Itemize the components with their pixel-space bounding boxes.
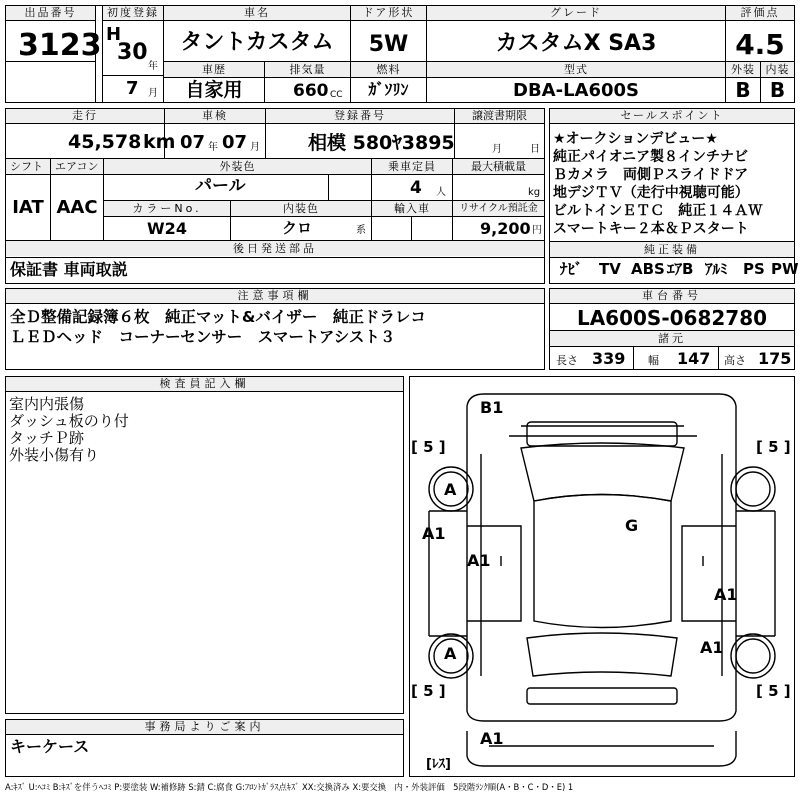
- sales-points-label: セールスポイント: [550, 109, 794, 124]
- color-number-value: W24: [147, 219, 187, 238]
- aircon-label: エアコン: [51, 159, 103, 174]
- inspector-line: 室内内張傷: [9, 395, 85, 413]
- right-rear-door-mark: A1: [714, 585, 738, 604]
- interior-color-label: 内装色: [231, 201, 371, 216]
- lot-number-label: 出品番号: [6, 6, 95, 21]
- fuel-value: ｶﾞｿﾘﾝ: [368, 80, 409, 99]
- inspector-line: タッチＰ跡: [9, 429, 85, 447]
- right-quarter-mark: A1: [700, 638, 724, 657]
- recycle-fee-unit: 円: [532, 225, 542, 236]
- model-value: DBA-LA600S: [513, 80, 639, 101]
- color-number-label: カラーNo.: [104, 201, 230, 216]
- length-value: 339: [592, 349, 626, 368]
- exterior-color-label: 外装色: [104, 159, 371, 174]
- shift-label: シフト: [6, 159, 50, 174]
- tread-front-left: [ 5 ]: [411, 438, 446, 456]
- exterior-label: 外装: [726, 62, 760, 77]
- registration-label: 登録番号: [266, 109, 454, 124]
- office-label: 事務局よりご案内: [6, 720, 403, 735]
- aircon-value: AAC: [56, 197, 98, 218]
- chassis-label: 車台番号: [550, 289, 794, 304]
- later-parts-value: 保証書 車両取説: [10, 260, 128, 279]
- inspector-line: ダッシュ板のり付: [9, 412, 129, 430]
- chassis-number: LA600S-0682780: [576, 306, 768, 330]
- equip-abs: ABS: [631, 260, 665, 278]
- equip-ps: PS: [743, 260, 765, 278]
- door-type-label: ドア形状: [351, 6, 426, 21]
- inspection-month-unit: 月: [250, 142, 260, 153]
- tread-rear-right: [ 5 ]: [756, 682, 791, 700]
- score-value: 4.5: [735, 28, 785, 61]
- max-load-label: 最大積載量: [453, 159, 544, 174]
- recycle-fee-label: リサイクル預託金: [453, 201, 544, 216]
- height-label: 高さ: [724, 354, 746, 367]
- standard-equipment-label: 純正装備: [550, 242, 794, 257]
- rear-bumper-mark: A1: [480, 729, 504, 748]
- sales-point-line: 地デジＴＶ（走行中視聴可能）: [553, 185, 749, 201]
- reg-year-unit: 年: [148, 61, 158, 72]
- grade-value: カスタムX SA3: [495, 31, 657, 56]
- car-name: タントカスタム: [180, 30, 334, 55]
- caution-line: 全Ｄ整備記録簿６枚 純正マット&バイザー 純正ドラレコ: [10, 308, 426, 326]
- tread-front-right: [ 5 ]: [756, 438, 791, 456]
- capacity-label: 乗車定員: [372, 159, 452, 174]
- equip-tv: TV: [599, 260, 621, 278]
- score-label: 評価点: [726, 6, 794, 21]
- equip-pw: PW: [771, 260, 799, 278]
- caution-label: 注意事項欄: [6, 289, 544, 304]
- interior-grade: B: [769, 78, 786, 102]
- reg-month: 7: [126, 78, 139, 99]
- inspection-year-unit: 年: [208, 142, 218, 153]
- reg-month-unit: 月: [148, 88, 158, 99]
- mileage-unit: km: [143, 131, 176, 153]
- front-bumper-mark: B1: [480, 398, 504, 417]
- transfer-deadline-label: 譲渡書期限: [455, 109, 544, 124]
- reg-year: 30: [117, 40, 148, 65]
- displacement-unit: CC: [330, 90, 343, 100]
- import-label: 輸入車: [372, 201, 452, 216]
- sales-point-line: ビルトインＥＴＣ 純正１４ＡＷ: [553, 203, 763, 219]
- transfer-day: 日: [530, 144, 540, 155]
- exterior-color-value: パール: [195, 176, 246, 196]
- caution-line: ＬＥＤヘッド コーナーセンサー スマートアシスト３: [10, 328, 396, 346]
- interior-color-unit: 系: [356, 225, 366, 236]
- sales-point-line: ★オークションデビュー★: [553, 131, 718, 147]
- inspector-label: 検査員記入欄: [6, 377, 403, 392]
- mileage-value: 45,578: [68, 131, 142, 153]
- diagram-bottom-label: [ﾚｽ]: [426, 757, 451, 772]
- inspection-year: 07: [180, 132, 206, 153]
- max-load-unit: kg: [528, 187, 541, 198]
- height-value: 175: [758, 349, 792, 368]
- first-registration-label: 初度登録: [103, 6, 163, 21]
- car-body-diagram: [409, 376, 795, 777]
- sales-point-line: Ｂカメラ 両側Ｐスライドドア: [553, 167, 749, 183]
- model-label: 型式: [427, 62, 725, 77]
- door-type: 5W: [368, 32, 409, 57]
- roof-mark: G: [625, 516, 639, 535]
- office-note: キーケース: [10, 737, 90, 756]
- registration-number: 相模 580ﾔ3895: [308, 132, 455, 154]
- displacement-label: 排気量: [265, 62, 350, 77]
- interior-label: 内装: [761, 62, 794, 77]
- later-parts-label: 後日発送部品: [6, 241, 544, 256]
- equip-alloy: ｱﾙﾐ: [705, 260, 728, 278]
- wheel-rear-left-mark: A: [444, 644, 457, 663]
- inspection-month: 07: [222, 132, 248, 153]
- dimensions-label: 諸元: [550, 331, 794, 346]
- equip-navi: ﾅﾋﾞ: [560, 260, 583, 278]
- mileage-label: 走行: [6, 109, 164, 124]
- history-label: 車歴: [164, 62, 264, 77]
- tread-rear-left: [ 5 ]: [411, 682, 446, 700]
- damage-legend: A:ｷｽﾞ U:ﾍｺﾐ B:ｷｽﾞを伴うﾍｺﾐ P:要塗装 W:補修跡 S:錆 C:腐食 G:ﾌﾛﾝﾄｶﾞﾗｽ点ｷｽﾞ XX:交換済み X:要交換 内・外装評価 5段階ﾗﾝｸ順(A・B・C・D・E) 1: [5, 782, 574, 792]
- inspector-line: 外装小傷有り: [9, 446, 100, 464]
- era: H: [106, 24, 122, 45]
- sales-point-line: スマートキー２本＆Ｐスタート: [553, 221, 749, 237]
- left-fender-mark: A1: [422, 524, 446, 543]
- fuel-label: 燃料: [351, 62, 426, 77]
- capacity-value: 4: [410, 178, 422, 198]
- car-name-label: 車名: [164, 6, 350, 21]
- inspection-label: 車検: [165, 109, 265, 124]
- width-label: 幅: [648, 354, 659, 367]
- capacity-unit: 人: [436, 187, 446, 198]
- length-label: 長さ: [556, 354, 578, 367]
- displacement-value: 660: [293, 81, 329, 101]
- exterior-grade: B: [735, 78, 751, 102]
- history-value: 自家用: [185, 79, 243, 101]
- sales-point-line: 純正パイオニア製８インチナビ: [553, 149, 749, 165]
- recycle-fee-value: 9,200: [480, 219, 531, 238]
- wheel-front-left-mark: A: [444, 480, 457, 499]
- equip-airbag: ｴｱB: [667, 260, 694, 278]
- interior-color-value: クロ: [282, 219, 313, 237]
- grade-label: グレード: [427, 6, 725, 21]
- lot-number: 3123: [18, 28, 102, 63]
- shift-value: IAT: [12, 197, 44, 218]
- width-value: 147: [677, 349, 711, 368]
- left-door-mark: A1: [467, 551, 491, 570]
- transfer-month: 月: [492, 144, 502, 155]
